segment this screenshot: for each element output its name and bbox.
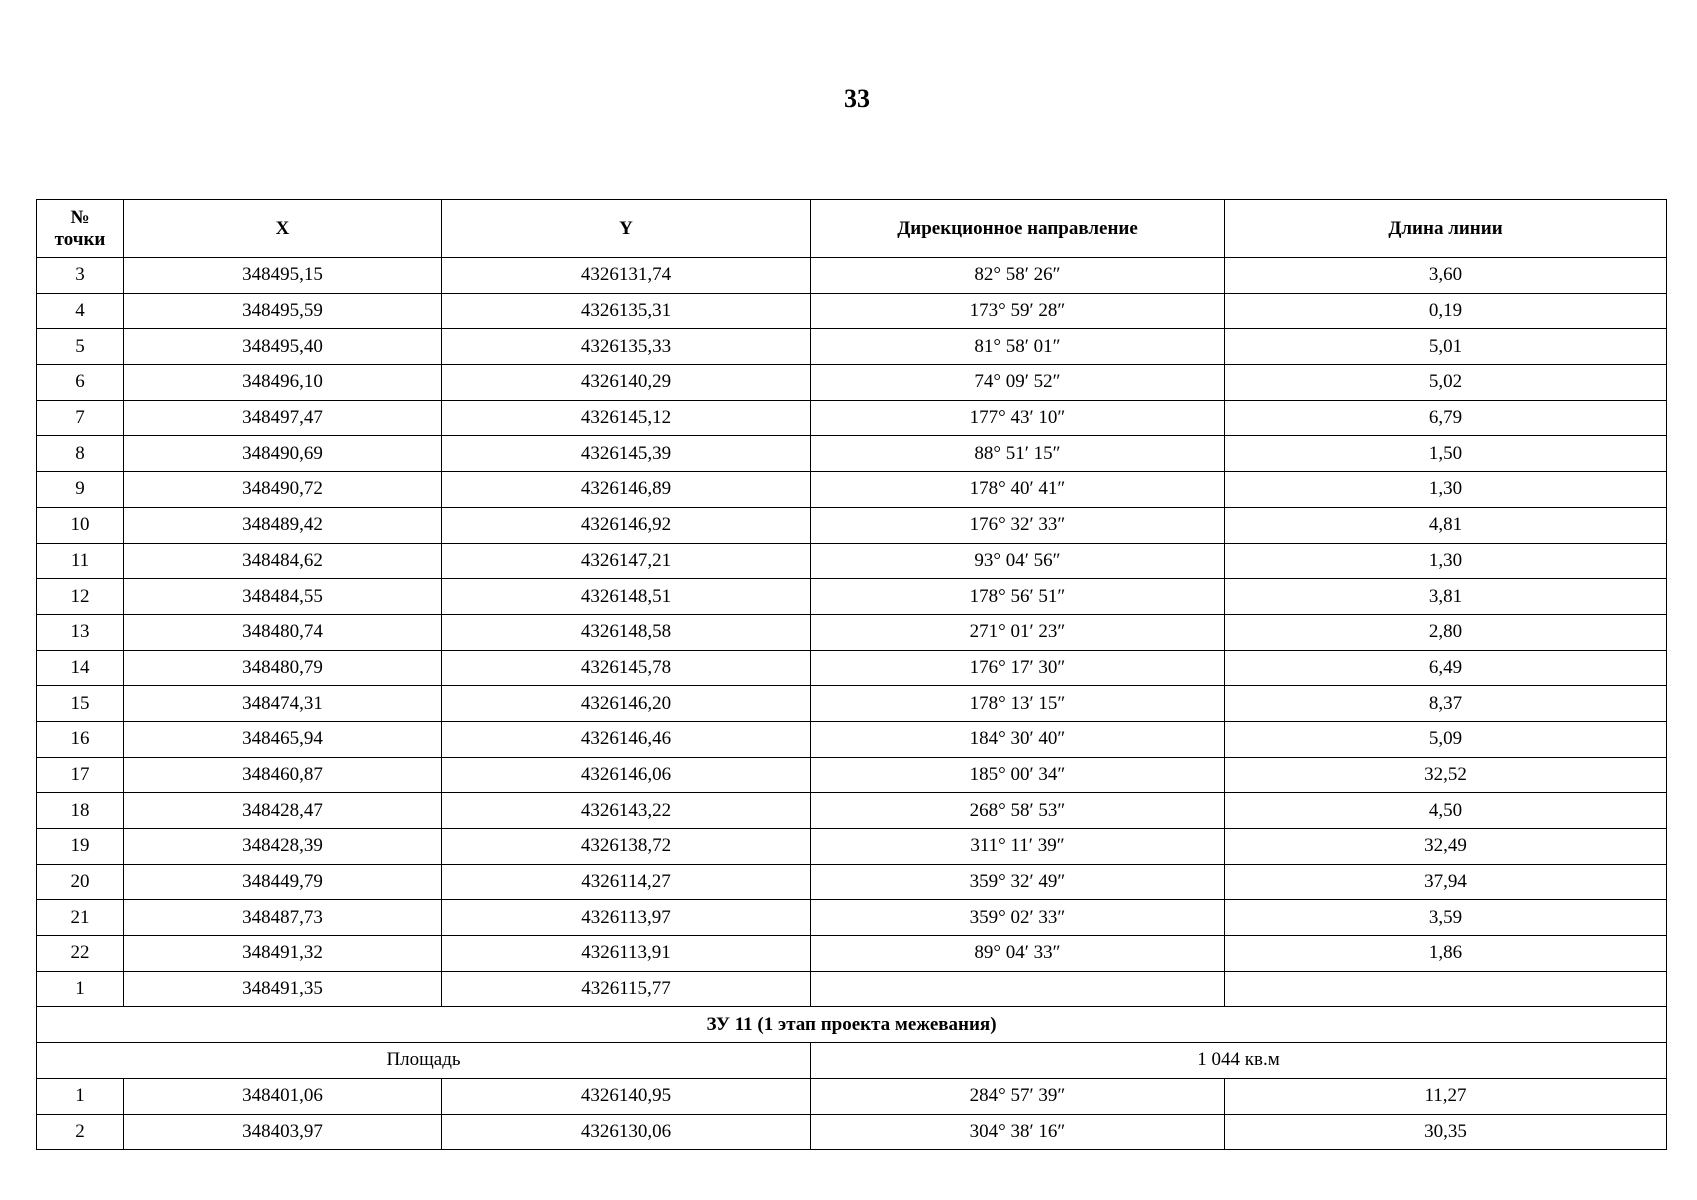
length-cell: 6,79 (1225, 400, 1667, 436)
table-body (37, 258, 1667, 1007)
y-cell: 4326135,33 (442, 329, 811, 365)
table-row (37, 365, 1667, 401)
y-cell: 4326146,46 (442, 721, 811, 757)
table-row (37, 400, 1667, 436)
y-cell: 4326113,97 (442, 900, 811, 936)
direction-cell: 178° 13′ 15″ (811, 686, 1225, 722)
header-point-number-line2: точки (54, 228, 106, 250)
direction-cell: 178° 56′ 51″ (811, 579, 1225, 615)
area-value: 1 044 кв.м (811, 1043, 1667, 1079)
y-cell: 4326145,12 (442, 400, 811, 436)
direction-cell: 88° 51′ 15″ (811, 436, 1225, 472)
length-cell: 6,49 (1225, 650, 1667, 686)
x-cell: 348490,72 (124, 472, 442, 508)
x-cell: 348489,42 (124, 507, 442, 543)
x-cell: 348449,79 (124, 864, 442, 900)
table-row (37, 329, 1667, 365)
y-cell: 4326140,29 (442, 365, 811, 401)
table-row (37, 472, 1667, 508)
length-cell: 0,19 (1225, 293, 1667, 329)
section-title-row (37, 1007, 1667, 1043)
x-cell: 348460,87 (124, 757, 442, 793)
length-cell: 32,49 (1225, 829, 1667, 865)
direction-cell: 82° 58′ 26″ (811, 258, 1225, 294)
length-cell: 37,94 (1225, 864, 1667, 900)
table-row (37, 793, 1667, 829)
header-length: Длина линии (1225, 200, 1667, 258)
point-number-cell: 18 (37, 793, 124, 829)
y-cell: 4326115,77 (442, 971, 811, 1007)
point-number-cell: 3 (37, 258, 124, 294)
y-cell: 4326143,22 (442, 793, 811, 829)
x-cell: 348428,39 (124, 829, 442, 865)
point-number-cell: 1 (37, 1078, 124, 1114)
page-number: 33 (844, 84, 870, 113)
table-row (37, 721, 1667, 757)
point-number-cell: 15 (37, 686, 124, 722)
point-number-cell: 20 (37, 864, 124, 900)
y-cell: 4326148,58 (442, 614, 811, 650)
header-y: Y (442, 200, 811, 258)
direction-cell: 177° 43′ 10″ (811, 400, 1225, 436)
table-row (37, 543, 1667, 579)
direction-cell: 74° 09′ 52″ (811, 365, 1225, 401)
point-number-cell: 5 (37, 329, 124, 365)
length-cell: 2,80 (1225, 614, 1667, 650)
table-row (37, 507, 1667, 543)
area-row (37, 1043, 1667, 1079)
length-cell: 32,52 (1225, 757, 1667, 793)
length-cell: 30,35 (1225, 1114, 1667, 1150)
table-row (37, 971, 1667, 1007)
length-cell: 5,09 (1225, 721, 1667, 757)
x-cell: 348480,74 (124, 614, 442, 650)
x-cell: 348465,94 (124, 721, 442, 757)
table-row (37, 936, 1667, 972)
table-row (37, 1078, 1667, 1114)
direction-cell: 284° 57′ 39″ (811, 1078, 1225, 1114)
point-number-cell: 21 (37, 900, 124, 936)
direction-cell: 268° 58′ 53″ (811, 793, 1225, 829)
length-cell: 5,02 (1225, 365, 1667, 401)
x-cell: 348495,40 (124, 329, 442, 365)
table-row (37, 900, 1667, 936)
header-x: X (124, 200, 442, 258)
table-row (37, 258, 1667, 294)
length-cell: 3,60 (1225, 258, 1667, 294)
point-number-cell: 10 (37, 507, 124, 543)
length-cell: 4,81 (1225, 507, 1667, 543)
point-number-cell: 4 (37, 293, 124, 329)
y-cell: 4326148,51 (442, 579, 811, 615)
y-cell: 4326146,06 (442, 757, 811, 793)
section-title: ЗУ 11 (1 этап проекта межевания) (37, 1007, 1667, 1043)
length-cell: 1,86 (1225, 936, 1667, 972)
direction-cell: 271° 01′ 23″ (811, 614, 1225, 650)
point-number-cell: 16 (37, 721, 124, 757)
x-cell: 348484,55 (124, 579, 442, 615)
point-number-cell: 14 (37, 650, 124, 686)
y-cell: 4326146,20 (442, 686, 811, 722)
header-point-number (37, 200, 124, 258)
direction-cell: 185° 00′ 34″ (811, 757, 1225, 793)
x-cell: 348487,73 (124, 900, 442, 936)
x-cell: 348474,31 (124, 686, 442, 722)
point-number-cell: 8 (37, 436, 124, 472)
length-cell: 3,81 (1225, 579, 1667, 615)
table-header-row (37, 200, 1667, 258)
point-number-cell: 6 (37, 365, 124, 401)
x-cell: 348403,97 (124, 1114, 442, 1150)
x-cell: 348491,32 (124, 936, 442, 972)
point-number-cell: 9 (37, 472, 124, 508)
point-number-cell: 13 (37, 614, 124, 650)
table-row (37, 650, 1667, 686)
y-cell: 4326145,39 (442, 436, 811, 472)
section-body (37, 1007, 1667, 1078)
point-number-cell: 12 (37, 579, 124, 615)
y-cell: 4326114,27 (442, 864, 811, 900)
y-cell: 4326135,31 (442, 293, 811, 329)
point-number-cell: 17 (37, 757, 124, 793)
x-cell: 348491,35 (124, 971, 442, 1007)
direction-cell: 173° 59′ 28″ (811, 293, 1225, 329)
direction-cell: 176° 32′ 33″ (811, 507, 1225, 543)
x-cell: 348495,59 (124, 293, 442, 329)
length-cell: 1,50 (1225, 436, 1667, 472)
length-cell: 1,30 (1225, 472, 1667, 508)
direction-cell: 184° 30′ 40″ (811, 721, 1225, 757)
x-cell: 348496,10 (124, 365, 442, 401)
x-cell: 348497,47 (124, 400, 442, 436)
table-row (37, 579, 1667, 615)
direction-cell: 304° 38′ 16″ (811, 1114, 1225, 1150)
point-number-cell: 19 (37, 829, 124, 865)
area-label: Площадь (37, 1043, 811, 1079)
table-row (37, 829, 1667, 865)
header-point-number-line1: № (70, 206, 90, 228)
x-cell: 348401,06 (124, 1078, 442, 1114)
y-cell: 4326145,78 (442, 650, 811, 686)
length-cell (1225, 971, 1667, 1007)
table-row (37, 864, 1667, 900)
length-cell: 8,37 (1225, 686, 1667, 722)
direction-cell: 89° 04′ 33″ (811, 936, 1225, 972)
direction-cell: 311° 11′ 39″ (811, 829, 1225, 865)
x-cell: 348495,15 (124, 258, 442, 294)
length-cell: 1,30 (1225, 543, 1667, 579)
table-row (37, 293, 1667, 329)
x-cell: 348490,69 (124, 436, 442, 472)
length-cell: 4,50 (1225, 793, 1667, 829)
x-cell: 348484,62 (124, 543, 442, 579)
header-direction: Дирекционное направление (811, 200, 1225, 258)
direction-cell: 359° 32′ 49″ (811, 864, 1225, 900)
point-number-cell: 22 (37, 936, 124, 972)
direction-cell (811, 971, 1225, 1007)
table-row (37, 1114, 1667, 1150)
direction-cell: 93° 04′ 56″ (811, 543, 1225, 579)
y-cell: 4326147,21 (442, 543, 811, 579)
table-row (37, 436, 1667, 472)
point-number-cell: 11 (37, 543, 124, 579)
table-row (37, 686, 1667, 722)
y-cell: 4326138,72 (442, 829, 811, 865)
direction-cell: 81° 58′ 01″ (811, 329, 1225, 365)
length-cell: 3,59 (1225, 900, 1667, 936)
y-cell: 4326131,74 (442, 258, 811, 294)
y-cell: 4326113,91 (442, 936, 811, 972)
point-number-cell: 7 (37, 400, 124, 436)
length-cell: 5,01 (1225, 329, 1667, 365)
y-cell: 4326140,95 (442, 1078, 811, 1114)
direction-cell: 178° 40′ 41″ (811, 472, 1225, 508)
y-cell: 4326146,89 (442, 472, 811, 508)
x-cell: 348428,47 (124, 793, 442, 829)
point-number-cell: 2 (37, 1114, 124, 1150)
y-cell: 4326146,92 (442, 507, 811, 543)
table-row (37, 757, 1667, 793)
y-cell: 4326130,06 (442, 1114, 811, 1150)
direction-cell: 359° 02′ 33″ (811, 900, 1225, 936)
coordinates-table (36, 199, 1667, 1150)
point-number-cell: 1 (37, 971, 124, 1007)
x-cell: 348480,79 (124, 650, 442, 686)
table-row (37, 614, 1667, 650)
section-rows (37, 1078, 1667, 1149)
length-cell: 11,27 (1225, 1078, 1667, 1114)
direction-cell: 176° 17′ 30″ (811, 650, 1225, 686)
